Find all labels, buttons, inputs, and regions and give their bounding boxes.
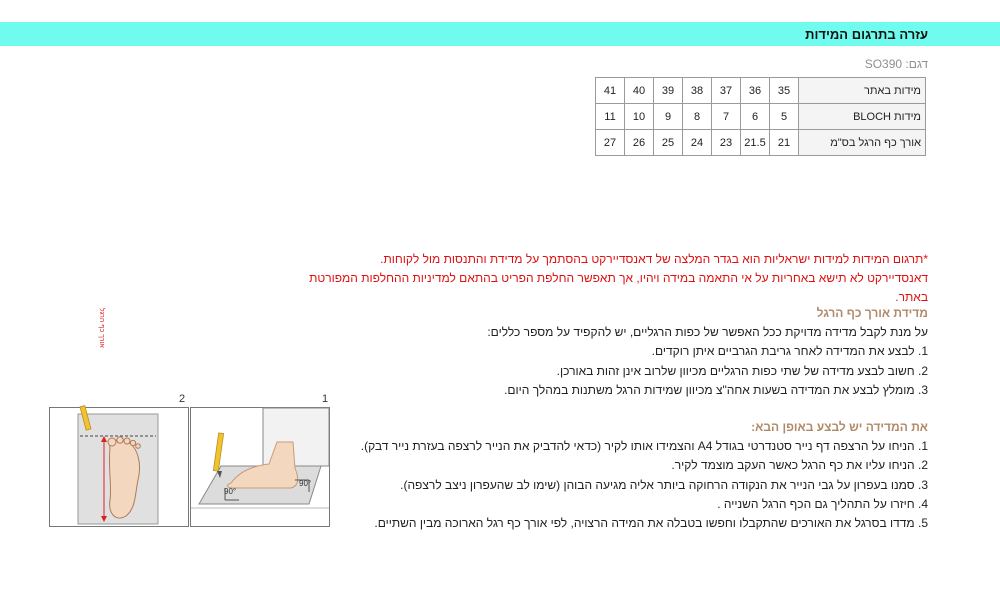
length-label: אורך כף הרגל: [98, 308, 105, 348]
size-table-cell: 10: [625, 104, 654, 130]
howto-item: 3. סמנו בעפרון על גבי הנייר את הנקודה הרחוקה ביותר אליה מגיעה הבוהן (שימו לב שהעפרון ניצב לרצפה).: [400, 477, 928, 492]
angle-label-a: 90°: [224, 487, 237, 496]
size-table-cell: 11: [596, 104, 625, 130]
howto-section-title: את המדידה יש לבצע באופן הבא:: [751, 420, 928, 434]
angle-label-b: 90°: [299, 479, 312, 488]
illustration-number-2: 2: [179, 393, 186, 405]
size-table-cell: 21.5: [741, 130, 770, 156]
size-table-row: [596, 78, 926, 104]
size-table-cell: 41: [596, 78, 625, 104]
howto-item: 1. הניחו על הרצפה דף נייר סטנדרטי בגודל A4 והצמידו אותו לקיר (כדאי להדביק את הנייר לרצפה בעזרת נייר דבק).: [360, 439, 928, 453]
size-table-row: [596, 104, 926, 130]
size-table-cell: 8: [683, 104, 712, 130]
size-table-row: [596, 130, 926, 156]
howto-item: 2. הניחו עליו את כף הרגל כאשר העקב מוצמד לקיר.: [671, 458, 928, 473]
size-table-row-label: אורך כף הרגל בס"מ: [799, 130, 926, 156]
size-table-cell: 40: [625, 78, 654, 104]
size-table-cell: 35: [770, 78, 799, 104]
size-conversion-table: [595, 77, 926, 156]
model-code: SO390: [864, 57, 903, 71]
size-table-cell: 5: [770, 104, 799, 130]
howto-section-body: [328, 437, 928, 533]
size-table-cell: 9: [654, 104, 683, 130]
size-table-cell: 25: [654, 130, 683, 156]
illustration-foot-side-view: [190, 407, 330, 527]
header-bar: [0, 22, 1000, 46]
disclaimer-line-1: *תרגום המידות למידות ישראליות הוא בגדר המלצה של דאנסדיירקט בהסתמך על מדידת והתנסות מול לקוחות.: [380, 252, 928, 266]
disclaimer-line-2: דאנסדיירקט לא תישא באחריות על אי התאמה במידה ויהיו, אך תאפשר החלפת הפריט בהתאם למדיניות ההחלפות המפורטת באתר.: [309, 271, 928, 304]
illustration-number-1: 1: [322, 393, 329, 405]
size-table-cell: 38: [683, 78, 712, 104]
model-label: דגם:: [905, 57, 928, 71]
howto-item: 5. מדדו בסרגל את האורכים שהתקבלו וחפשו בטבלה את המידה הרצויה, לפי אורך כף רגל הארוכה מבין השתיים.: [374, 516, 928, 531]
measure-section-title: מדידת אורך כף הרגל: [816, 306, 928, 320]
measure-intro: על מנת לקבל מדידה מדויקת ככל האפשר של כפות הרגליים, יש להקפיד על מספר כללים:: [487, 325, 928, 339]
illustration-foot-top-view: [49, 308, 189, 527]
page-title: עזרה בתרגום המידות: [805, 27, 928, 42]
size-table-row-label: מידות BLOCH: [799, 104, 926, 130]
size-table-cell: 39: [654, 78, 683, 104]
measure-section-body: [328, 323, 928, 400]
model-line: [865, 57, 928, 71]
foot-side-illustration: [191, 408, 329, 526]
measure-item: 3. מומלץ לבצע את המדידה בשעות אחה"צ מכיוון שמידות הרגל משתנות במהלך היום.: [504, 382, 928, 397]
size-table-cell: 23: [712, 130, 741, 156]
size-table-cell: 26: [625, 130, 654, 156]
size-table-cell: 24: [683, 130, 712, 156]
size-table-cell: 37: [712, 78, 741, 104]
foot-top-illustration: [50, 308, 188, 526]
size-table-cell: 6: [741, 104, 770, 130]
howto-item: 4. חיזרו על התהליך גם הכף הרגל השנייה .: [717, 496, 928, 511]
measure-item: 2. חשוב לבצע מדידה של שתי כפות הרגליים מכיוון שלרוב אינן זהות באורכן.: [556, 363, 928, 378]
size-table-cell: 27: [596, 130, 625, 156]
size-table-cell: 7: [712, 104, 741, 130]
disclaimer: [308, 250, 928, 307]
measure-item: 1. לבצע את המדידה לאחר גריבת הגרביים איתן רוקדים.: [651, 344, 928, 359]
size-table-cell: 36: [741, 78, 770, 104]
size-table-row-label: מידות באתר: [799, 78, 926, 104]
size-table-cell: 21: [770, 130, 799, 156]
